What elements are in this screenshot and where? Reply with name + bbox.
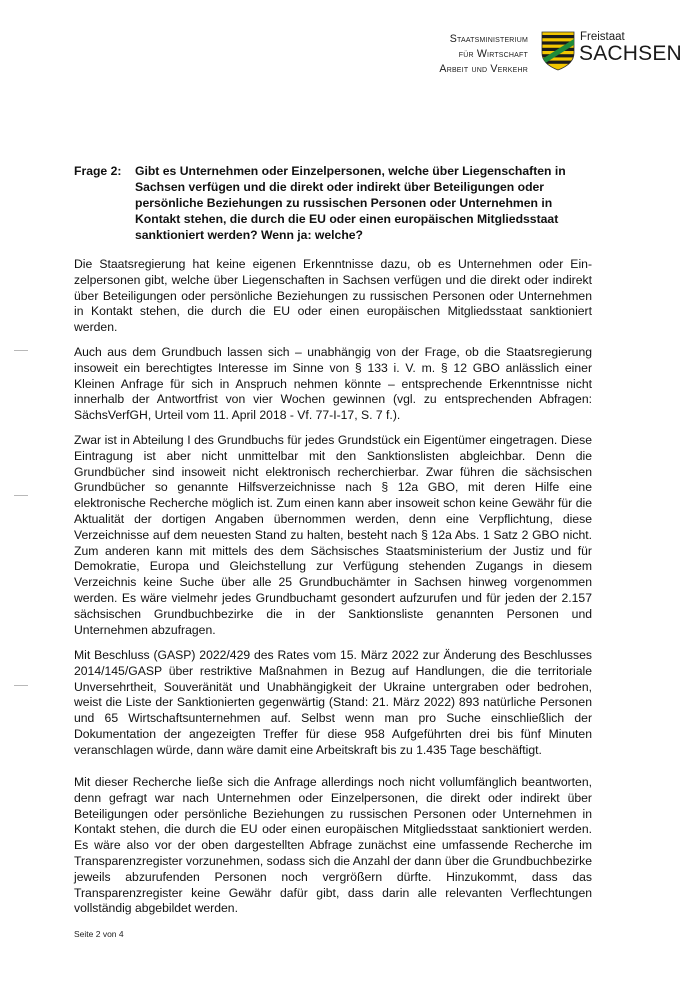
answer-paragraph: Auch aus dem Grundbuch lassen sich – unabhängig von der Frage, ob die Staatsregierung insoweit ein berechtigtes Interesse im Sinne von § 133 i. V. m. § 12 GBO anlässlich einer Kleinen Anfrage für sich in Anspruch nehmen könnte – entsprechende Erkenntnisse nicht innerhalb der Antwortfrist von vier Wochen gewinnen (vgl. zu entsprechenden Abfragen: SächsVerfGH, Urteil vom 11. April 2018 - Vf. 77-I-17, S. 7 f.). — [74, 345, 592, 423]
question-block — [74, 163, 594, 243]
ministry-line-3: Arbeit und Verkehr — [439, 63, 528, 75]
page-number: Seite 2 von 4 — [74, 929, 124, 939]
saxony-crest-icon — [541, 31, 575, 71]
state-label-large: SACHSEN — [579, 42, 682, 65]
ministry-line-2: für Wirtschaft — [458, 48, 528, 60]
ministry-line-1: Staatsministerium — [449, 33, 528, 45]
ministry-name — [400, 32, 528, 77]
margin-fold-mark — [14, 350, 28, 351]
answer-paragraph: Zwar ist in Abteilung I des Grundbuchs für jedes Grundstück ein Eigentümer eingetragen. Diese Eintragung ist aber nicht unmittelbar mit den Sanktionslisten abgleichbar. Denn die Grundbücher sind insoweit nicht elektronisch recherchierbar. Zwar führen die sächsischen Grundbücher so genannte Hilfsverzeichnisse nach § 12a GBO, mit deren Hilfe eine elektronische Recherche möglich ist. Zum einen kann aber insoweit schon keine Gewähr für die Aktualität der dortigen Angaben übernommen werden, denn eine Verpflichtung, diese Verzeichnisse auf dem neuesten Stand zu halten, besteht nach § 12a Abs. 1 Satz 2 GBO nicht. Zum anderen kann mit mittels des dem Sächsisches Staatsministerium der Justiz und für Demokratie, Europa und Gleichstellung zur Verfügung stehenden Zugangs in diesem Verzeichnis keine Suche über alle 25 Grundbuchämter in Sachsen hinweg vorgenommen werden. Es wäre vielmehr jedes Grundbuchamt gesondert aufzurufen und für jeden der 2.157 sächsischen Grundbuchbezirke die in der Sanktionsliste genannten Personen und Unternehmen abzufragen. — [74, 433, 592, 637]
answer-paragraph: Mit Beschluss (GASP) 2022/429 des Rates vom 15. März 2022 zur Änderung des Beschlusses 2014/145/GASP über restriktive Maßnahmen in Bezug auf Handlungen, die die territoriale Unversehrtheit, Souveränität und Unabhängigkeit der Ukraine untergraben oder bedrohen, weist die Liste der Sanktionierten gegenwärtig (Stand: 21. März 2022) 893 natürliche Personen und 65 Wirtschaftsunternehmen auf. Selbst wenn man pro Suche einschließlich der Dokumentation der angezeigten Treffer für diese 958 Aufgeführten drei bis fünf Minuten veranschlagen würde, dann wäre damit eine Arbeitskraft bis zu 1.435 Tage beschäftigt. — [74, 648, 592, 757]
margin-fold-mark — [14, 495, 28, 496]
answer-paragraph: Die Staatsregierung hat keine eigenen Erkenntnisse dazu, ob es Unternehmen oder Einzelpersonen gibt, welche über Liegenschaften in Sachsen verfügen und die direkt oder indirekt über Beteiligungen oder persönliche Beziehungen zu russischen Personen oder Unternehmen in Kontakt stehen, die durch die EU oder einen europäischen Mitgliedsstaat sanktioniert werden. — [74, 257, 592, 335]
margin-fold-mark — [14, 685, 28, 686]
question-text: Gibt es Unternehmen oder Einzelpersonen, welche über Liegenschaften in Sachsen verfügen und die direkt oder indirekt über Beteiligungen oder persönliche Beziehungen zu russischen Personen oder Unternehmen in Kontakt stehen, die durch die EU oder einen europäischen Mitgliedsstaat sanktioniert werden? Wenn ja: welche? — [135, 164, 566, 242]
state-label-small: Freistaat — [580, 31, 625, 43]
question-label: Frage 2: — [74, 164, 122, 178]
answer-paragraph: Mit dieser Recherche ließe sich die Anfrage allerdings noch nicht vollumfänglich beantworten, denn gefragt war nach Unternehmen oder Einzelpersonen, die direkt oder indirekt über Beteiligungen oder persönliche Beziehungen zu russischen Personen oder Unternehmen in Kontakt stehen, die durch die EU oder einen europäischen Mitgliedsstaat sanktioniert werden. Es wäre also vor der oben dargestellten Abfrage zunächst eine umfassende Recherche im Transparenzregister vorzunehmen, sodass sich die Anzahl der dann über die Grundbuchbezirke jeweils abzurufenden Personen noch vergrößern dürfte. Hinzukommt, dass das Transparenzregister keine Gewähr dafür gibt, dass darin alle relevanten Verflechtungen vollständig abgebildet werden. — [74, 775, 592, 916]
